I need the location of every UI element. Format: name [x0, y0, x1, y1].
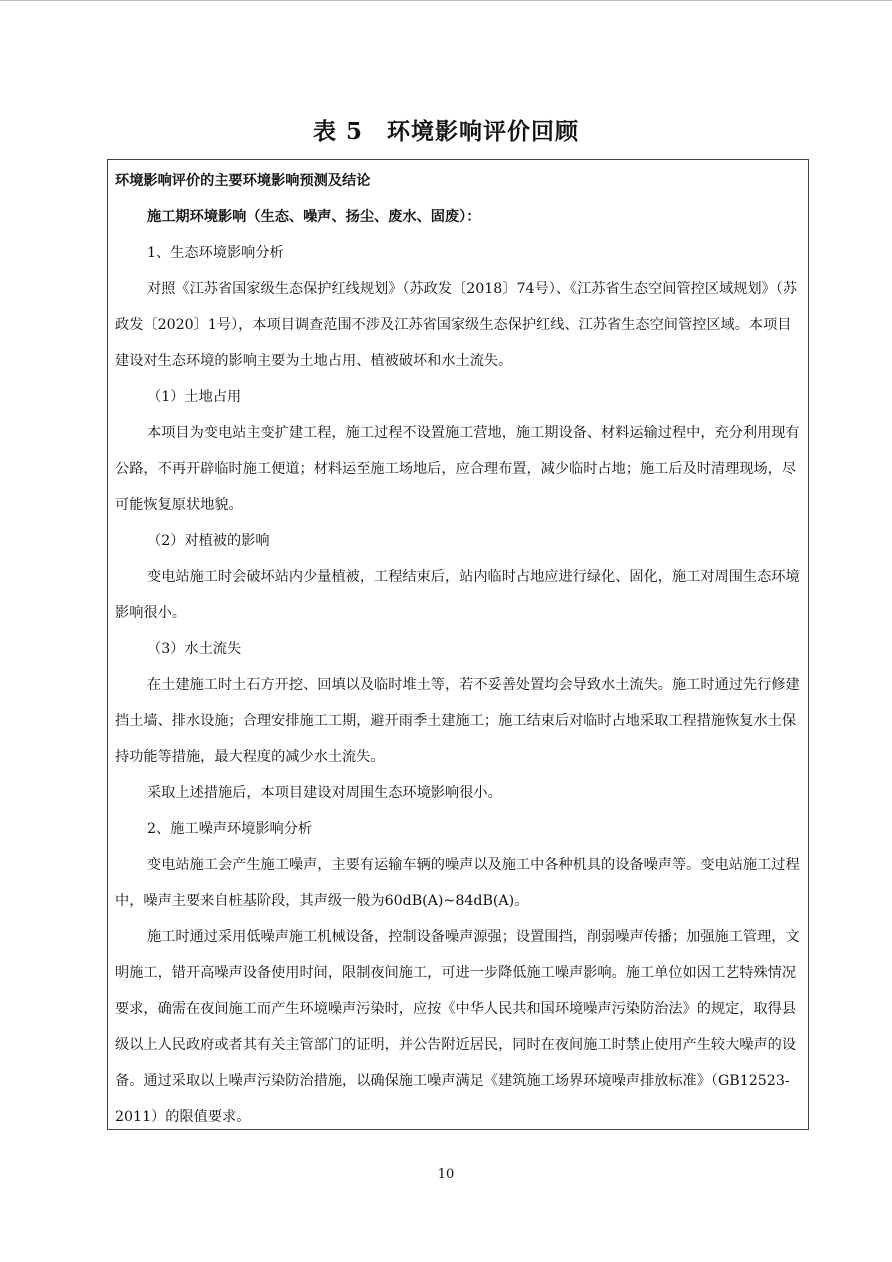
paragraph-noise-measures: 施工时通过采用低噪声施工机械设备，控制设备噪声源强；设置围挡，削弱噪声传播；加强施工管理，文明施工，错开高噪声设备使用时间，限制夜间施工，可进一步降低施工噪声影响。施工单位如因工艺特殊情况要求，确需在夜间施工而产生环境噪声污染时，应按《中华人民共和国环境噪声污染防治法》的规定，取得县级以上人民政府或者其有关主管部门的证明，并公告附近居民，同时在夜间施工时禁止使用产生较大噪声的设备。通过采取以上噪声污染防治措施，以确保施工噪声满足《建筑施工场界环境噪声排放标准》（GB12523-2011）的限值要求。 [115, 929, 800, 1125]
box-heading: 环境影响评价的主要环境影响预测及结论 [115, 173, 371, 189]
section-heading: 施工期环境影响（生态、噪声、扬尘、废水、固废）： [147, 209, 481, 225]
subsection-vegetation: （2）对植被的影响 [147, 533, 270, 549]
page-title: 表 5 环境影响评价回顾 [312, 118, 579, 145]
subsection-soil-erosion: （3）水土流失 [147, 641, 242, 657]
top-rule [0, 0, 892, 1]
paragraph-land-use: 本项目为变电站主变扩建工程，施工过程不设置施工营地，施工期设备、材料运输过程中，充分利用现有公路，不再开辟临时施工便道；材料运至施工场地后，应合理布置，减少临时占地；施工后及时清理现场，尽可能恢复原状地貌。 [115, 425, 800, 513]
subsection-ecology: 1、生态环境影响分析 [147, 245, 284, 261]
content-box [115, 163, 803, 1135]
paragraph-ecology-conclusion: 采取上述措施后，本项目建设对周围生态环境影响很小。 [147, 785, 502, 801]
subsection-noise: 2、施工噪声环境影响分析 [147, 821, 313, 837]
subsection-land-use: （1）土地占用 [147, 389, 242, 405]
page-number: 10 [437, 1167, 455, 1182]
paragraph-ecology-intro: 对照《江苏省国家级生态保护红线规划》（苏政发〔2018〕74号）、《江苏省生态空间管控区域规划》（苏政发〔2020〕1号），本项目调查范围不涉及江苏省国家级生态保护红线、江苏省生态空间管控区域。本项目建设对生态环境的影响主要为土地占用、植被破坏和水土流失。 [115, 281, 798, 369]
paragraph-soil-erosion: 在土建施工时土石方开挖、回填以及临时堆土等，若不妥善处置均会导致水土流失。施工时通过先行修建挡土墙、排水设施；合理安排施工工期，避开雨季土建施工；施工结束后对临时占地采取工程措施恢复水土保持功能等措施，最大程度的减少水土流失。 [115, 677, 800, 765]
paragraph-noise-source: 变电站施工会产生施工噪声，主要有运输车辆的噪声以及施工中各种机具的设备噪声等。变电站施工过程中，噪声主要来自桩基阶段，其声级一般为60dB(A)~84dB(A)。 [115, 857, 800, 909]
paragraph-vegetation: 变电站施工时会破坏站内少量植被，工程结束后，站内临时占地应进行绿化、固化，施工对周围生态环境影响很小。 [115, 569, 800, 621]
